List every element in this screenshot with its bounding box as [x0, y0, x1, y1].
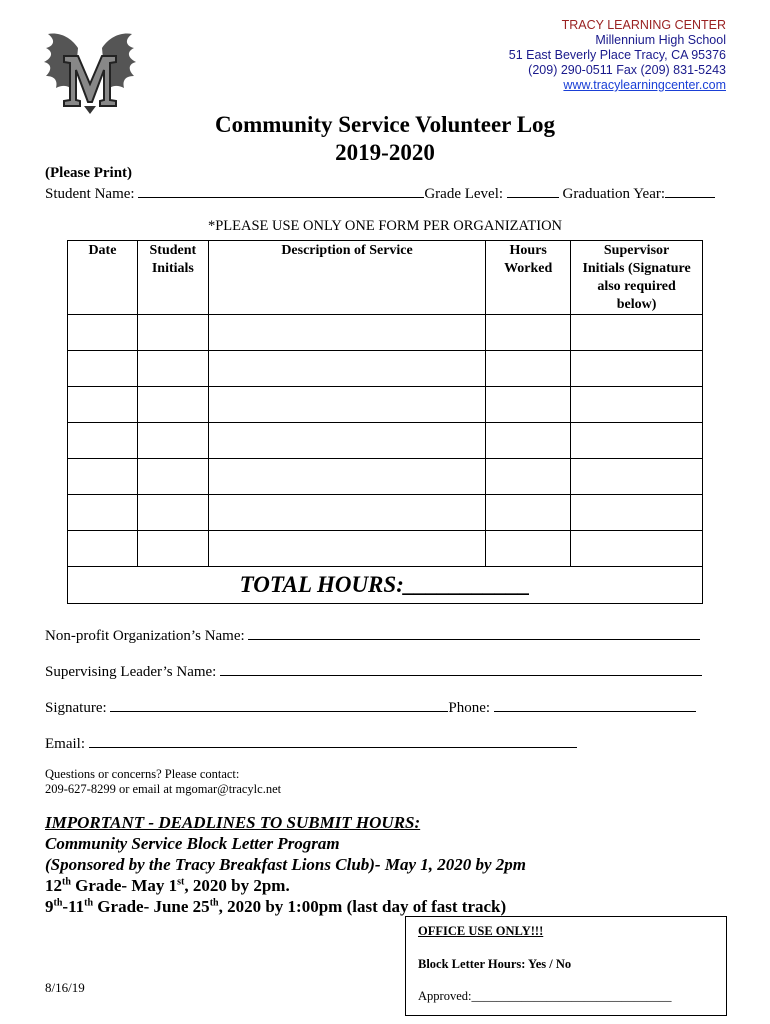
leader-field[interactable] [220, 661, 702, 676]
school-year: 2019-2020 [335, 140, 435, 165]
email-label: Email: [45, 736, 85, 752]
contact-info: 209-627-8299 or email at mgomar@tracylc.net [45, 782, 282, 796]
org-name: TRACY LEARNING CENTER [561, 18, 726, 32]
email-field[interactable] [89, 733, 577, 748]
column-header: Student Initials [137, 241, 208, 315]
organization-label: Non-profit Organization’s Name: [45, 628, 245, 644]
description-cell[interactable] [208, 423, 485, 459]
log-entry-row [68, 315, 703, 351]
initials-cell[interactable] [137, 315, 208, 351]
date-cell[interactable] [68, 495, 138, 531]
phone-label: Phone: [448, 700, 491, 716]
initials-cell[interactable] [137, 387, 208, 423]
log-entry-row [68, 351, 703, 387]
log-entry-row [68, 531, 703, 567]
graduation-year-field[interactable] [665, 183, 715, 198]
total-hours-row [68, 567, 703, 604]
leader-label: Supervising Leader’s Name: [45, 664, 217, 680]
grade-12-deadline: 12th Grade- May 1st, 2020 by 2pm. [45, 876, 290, 895]
description-cell[interactable] [208, 387, 485, 423]
hours-cell[interactable] [486, 459, 571, 495]
supervisor-cell[interactable] [571, 531, 703, 567]
signature-field[interactable] [110, 697, 448, 712]
description-cell[interactable] [208, 495, 485, 531]
log-entry-row [68, 459, 703, 495]
date-cell[interactable] [68, 459, 138, 495]
supervisor-cell[interactable] [571, 459, 703, 495]
hours-cell[interactable] [486, 387, 571, 423]
date-cell[interactable] [68, 315, 138, 351]
log-entry-row [68, 423, 703, 459]
date-cell[interactable] [68, 531, 138, 567]
supervisor-cell[interactable] [571, 423, 703, 459]
contact-question: Questions or concerns? Please contact: [45, 767, 240, 781]
student-name-label: Student Name: [45, 186, 135, 202]
organization-field[interactable] [248, 625, 700, 640]
approved-field[interactable]: Approved:________________________________ [418, 989, 672, 1003]
log-entry-row [68, 495, 703, 531]
initials-cell[interactable] [137, 351, 208, 387]
date-cell[interactable] [68, 351, 138, 387]
form-date: 8/16/19 [45, 980, 85, 995]
sponsor-deadline: (Sponsored by the Tracy Breakfast Lions Club)- May 1, 2020 by 2pm [45, 855, 527, 874]
initials-cell[interactable] [137, 423, 208, 459]
block-letter-hours: Block Letter Hours: Yes / No [418, 957, 572, 971]
log-entry-row [68, 387, 703, 423]
graduation-year-label: Graduation Year: [562, 186, 666, 202]
initials-cell[interactable] [137, 531, 208, 567]
school-name: Millennium High School [595, 33, 726, 47]
office-use-title: OFFICE USE ONLY!!! [418, 924, 544, 938]
supervisor-cell[interactable] [571, 315, 703, 351]
signature-row [45, 697, 696, 717]
hours-cell[interactable] [486, 423, 571, 459]
office-use-box [405, 916, 727, 1016]
column-header: Supervisor Initials (Signature also required below) [571, 241, 703, 315]
description-cell[interactable] [208, 315, 485, 351]
student-info-row [45, 183, 715, 203]
block-letter-program: Community Service Block Letter Program [45, 834, 340, 853]
supervisor-cell[interactable] [571, 387, 703, 423]
supervisor-cell[interactable] [571, 351, 703, 387]
address: 51 East Beverly Place Tracy, CA 95376 [508, 48, 726, 62]
description-cell[interactable] [208, 459, 485, 495]
school-logo [40, 30, 140, 116]
website-link[interactable]: www.tracylearningcenter.com [563, 78, 726, 92]
column-header: Description of Service [208, 241, 485, 315]
service-log-table [67, 240, 703, 604]
phone-fax: (209) 290-0511 Fax (209) 831-5243 [528, 63, 726, 77]
hours-cell[interactable] [486, 495, 571, 531]
hours-cell[interactable] [486, 531, 571, 567]
please-print-note: (Please Print) [45, 165, 133, 181]
grade-9-11-deadline: 9th-11th Grade- June 25th, 2020 by 1:00pm (last day of fast track) [45, 897, 507, 916]
description-cell[interactable] [208, 351, 485, 387]
leader-row [45, 661, 702, 681]
supervisor-cell[interactable] [571, 495, 703, 531]
deadlines-heading: IMPORTANT - DEADLINES TO SUBMIT HOURS: [45, 813, 421, 832]
page-title: Community Service Volunteer Log [214, 112, 556, 137]
total-hours[interactable]: TOTAL HOURS:___________ [68, 567, 703, 604]
column-header: Date [68, 241, 138, 315]
description-cell[interactable] [208, 531, 485, 567]
column-header: Hours Worked [486, 241, 571, 315]
grade-level-field[interactable] [507, 183, 559, 198]
hours-cell[interactable] [486, 351, 571, 387]
date-cell[interactable] [68, 423, 138, 459]
organization-row [45, 625, 700, 645]
date-cell[interactable] [68, 387, 138, 423]
signature-label: Signature: [45, 700, 107, 716]
one-form-instruction: *PLEASE USE ONLY ONE FORM PER ORGANIZATION [207, 218, 563, 234]
student-name-field[interactable] [138, 183, 424, 198]
grade-level-label: Grade Level: [424, 186, 504, 202]
table-header-row [68, 241, 703, 315]
phone-field[interactable] [494, 697, 696, 712]
hours-cell[interactable] [486, 315, 571, 351]
initials-cell[interactable] [137, 495, 208, 531]
initials-cell[interactable] [137, 459, 208, 495]
email-row [45, 733, 577, 753]
